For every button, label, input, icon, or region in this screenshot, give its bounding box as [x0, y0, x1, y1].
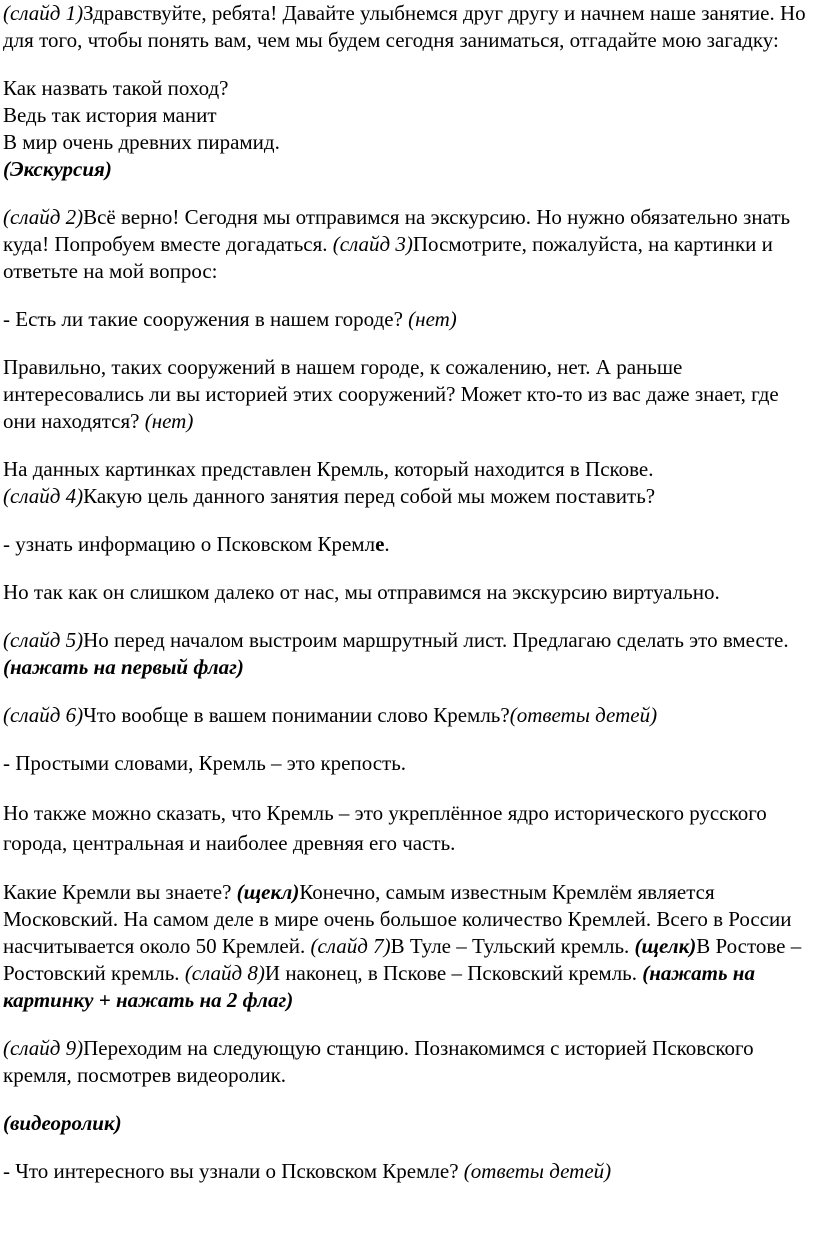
- answer-note: (нет): [408, 307, 457, 331]
- paragraph-slide2: (слайд 2)Всё верно! Сегодня мы отправимся на экскурсию. Но нужно обязательно знать куда! Попробуем вместе догадаться. (слайд 3)Посмотрите, пожалуйста, на картинки и ответьте на мой вопрос:: [3, 205, 791, 283]
- paragraph-fortress: - Простыми словами, Кремль – это крепость.: [3, 751, 407, 775]
- paragraph-question: - Есть ли такие сооружения в нашем городе? (нет): [3, 307, 457, 331]
- slide-marker: (слайд 7): [310, 934, 391, 958]
- action-note: (нажать на картинку + нажать на 2 флаг): [3, 961, 755, 1012]
- paragraph-correct: Правильно, таких сооружений в нашем городе, к сожалению, нет. А раньше интересовались ли вы историей этих сооружений? Может кто-то из вас даже знает, где они находятся? (нет): [3, 355, 779, 433]
- paragraph-slide6: (слайд 6)Что вообще в вашем понимании слово Кремль?(ответы детей): [3, 703, 658, 727]
- answer-note: (ответы детей): [509, 703, 658, 727]
- riddle-line: Как назвать такой поход?: [3, 76, 229, 100]
- slide-marker: (слайд 4): [3, 484, 84, 508]
- riddle-answer: (Экскурсия): [3, 157, 112, 181]
- paragraph-slide9: (слайд 9)Переходим на следующую станцию. Познакомимся с историей Псковского кремля, посмотрев видеоролик.: [3, 1036, 754, 1087]
- paragraph-which-kremlins: Какие Кремли вы знаете? (щекл)Конечно, самым известным Кремлём является Московский. На самом деле в мире очень большое количество Кремлей. Всего в России насчитывается около 50 Кремлей. (слайд 7)В Туле – Тульский кремль. (щелк)В Ростове – Ростовский кремль. (слайд 8)И наконец, в Пскове – Псковский кремль. (нажать на картинку + нажать на 2 флаг): [3, 880, 802, 1012]
- action-note: (видеоролик): [3, 1111, 122, 1135]
- slide-marker: (слайд 9): [3, 1036, 84, 1060]
- slide-marker: (слайд 5): [3, 628, 84, 652]
- riddle-line: Ведь так история манит: [3, 103, 217, 127]
- slide-marker: (слайд 1): [3, 1, 84, 25]
- answer-note: (ответы детей): [463, 1159, 612, 1183]
- paragraph-what-learned: - Что интересного вы узнали о Псковском Кремле? (ответы детей): [3, 1159, 612, 1183]
- slide-marker: (слайд 3): [332, 232, 413, 256]
- paragraph-slide5: (слайд 5)Но перед началом выстроим маршрутный лист. Предлагаю сделать это вместе. (нажать на первый флаг): [3, 628, 789, 679]
- answer-note: (нет): [144, 409, 194, 433]
- paragraph-virtual: Но так как он слишком далеко от нас, мы отправимся на экскурсию виртуально.: [3, 580, 720, 604]
- paragraph-video: [3, 1110, 810, 1137]
- paragraph-goal: - узнать информацию о Псковском Кремле.: [3, 532, 390, 556]
- paragraph-intro: (слайд 1)Здравствуйте, ребята! Давайте улыбнемся друг другу и начнем наше занятие. Но для того, чтобы понять вам, чем мы будем сегодня заниматься, отгадайте мою загадку:: [3, 1, 806, 52]
- riddle-line: В мир очень древних пирамид.: [3, 130, 280, 154]
- action-note: (щелк): [634, 934, 697, 958]
- slide-marker: (слайд 6): [3, 703, 84, 727]
- slide-marker: (слайд 2): [3, 205, 84, 229]
- riddle-block: [3, 75, 810, 183]
- action-note: (щекл): [236, 880, 300, 904]
- slide-marker: (слайд 8): [184, 961, 265, 985]
- paragraph-kremlin-pskov: На данных картинках представлен Кремль, который находится в Пскове. (слайд 4)Какую цель данного занятия перед собой мы можем поставить?: [3, 457, 656, 508]
- paragraph-definition: Но также можно сказать, что Кремль – это укреплённое ядро исторического русского города, центральная и наиболее древняя его часть.: [3, 801, 767, 855]
- action-note: (нажать на первый флаг): [3, 655, 244, 679]
